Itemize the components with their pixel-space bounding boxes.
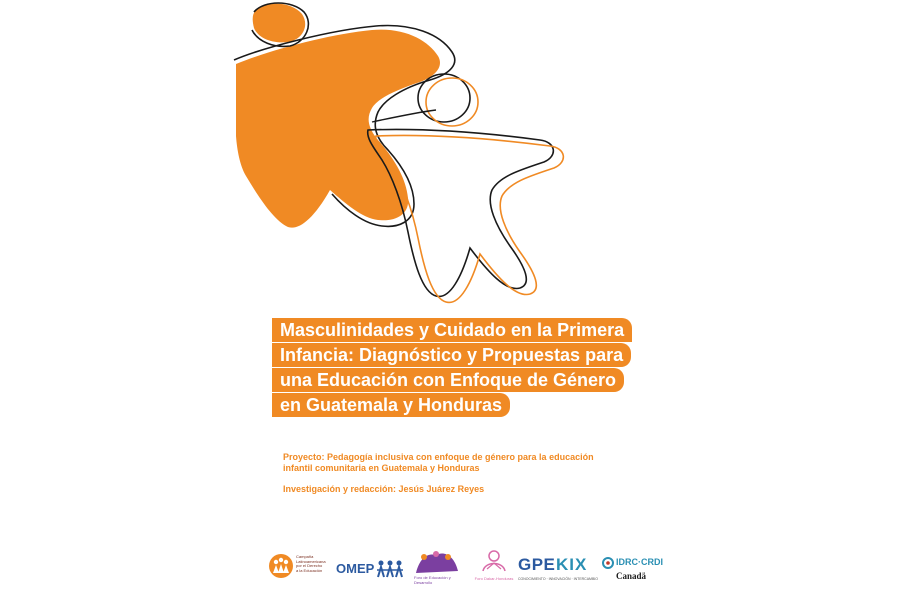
idrc-emblem-icon	[602, 557, 614, 569]
title-line: Masculinidades y Cuidado en la Primera	[272, 318, 632, 342]
title-line: una Educación con Enfoque de Género	[272, 368, 624, 392]
canada-wordmark: Canadä	[616, 571, 647, 581]
kix-subtitle: CONOCIMIENTO · INNOVACIÓN · INTERCAMBIO	[518, 577, 598, 581]
project-description: Proyecto: Pedagogía inclusiva con enfoque de género para la educación infantil comunitaria en Guatemala y Honduras	[283, 452, 594, 473]
title-block	[272, 318, 672, 418]
child-outline-orange	[376, 135, 564, 302]
partner-logos	[262, 549, 682, 585]
omep-logo	[336, 549, 408, 585]
research-credit: Investigación y redacción: Jesús Juárez Reyes	[283, 484, 485, 494]
title-line: Infancia: Diagnóstico y Propuestas para	[272, 343, 631, 367]
title-line: en Guatemala y Honduras	[272, 393, 510, 417]
foro-educacion-logo	[414, 549, 464, 585]
kix-wordmark: KIX	[556, 555, 588, 574]
clade-logo	[268, 549, 338, 585]
clade-text: Campaña Latinoamericana por el Derecho a la Educación	[296, 554, 326, 573]
idrc-wordmark: IDRC·CRDI	[616, 557, 663, 567]
omep-children-icon	[376, 559, 404, 579]
foro-text: Foro de Educación y Desarrollo	[414, 575, 451, 585]
clade-emblem-icon	[268, 553, 294, 579]
adult-head-shape	[253, 4, 305, 43]
gpe-wordmark: GPE	[518, 555, 556, 574]
omep-wordmark: OMEP	[336, 561, 375, 576]
foro-figures-icon	[414, 549, 460, 575]
foro-dakar-emblem-icon	[479, 549, 509, 573]
gpe-kix-logo	[518, 549, 602, 585]
foro-dakar-text: Foro Dakar-Honduras	[474, 576, 514, 581]
foro-dakar-logo	[474, 549, 514, 585]
idrc-logo	[602, 549, 680, 585]
adult-body-shape	[236, 30, 440, 228]
